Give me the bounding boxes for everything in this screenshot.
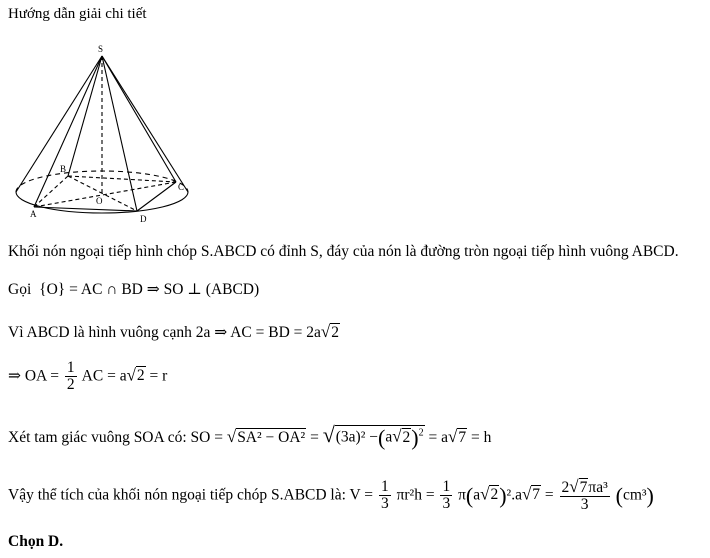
cone-edge-left (16, 56, 102, 192)
line-cone-statement: Khối nón ngoại tiếp hình chóp S.ABCD có đỉnh S, đáy của nón là đường tròn ngoại tiếp hình vuông ABCD. (8, 243, 679, 260)
edge-DC (137, 182, 176, 211)
line-volume: Vậy thể tích của khối nón ngoại tiếp chóp S.ABCD là: V = $\frac{1}{3}$ πr²h = $\frac{1}{3}$ π(a√2)².a√7 = $\frac{\text{2√7πa³}}{3}$ (cm³) (8, 477, 654, 514)
diag-BD (68, 176, 137, 211)
line-height: Xét tam giác vuông SOA có: SO = $√SA^2 - OA^2 = √(3a)^2 -(a√2)^2 = a√7 = h$ (8, 422, 492, 451)
line-square-side: Vì ABCD là hình vuông cạnh 2a ⇒ AC = BD = 2a√2 (8, 322, 339, 341)
label-S: S (98, 44, 104, 54)
cone-figure (0, 40, 210, 230)
cone-edge-right (102, 56, 188, 192)
label-A: A (30, 209, 37, 219)
line-radius: ⇒ OA = $\frac{1}{2}$ AC = a√2 = r (8, 359, 168, 394)
answer: Chọn D. (8, 533, 64, 550)
diag-AC (34, 182, 176, 207)
label-B: B (60, 164, 67, 174)
edge-SD (102, 56, 137, 211)
edge-SA (34, 56, 102, 207)
line-intersection: Gọi {O} = AC ∩ BD ⇒ SO ⊥ (ABCD) (8, 281, 260, 298)
edge-SC (102, 56, 176, 182)
label-D: D (140, 214, 147, 224)
edge-BC (68, 176, 176, 182)
label-O: O (96, 196, 103, 206)
edge-SB (68, 56, 102, 176)
label-C: C (178, 182, 185, 192)
heading: Hướng dẫn giải chi tiết (8, 6, 147, 22)
